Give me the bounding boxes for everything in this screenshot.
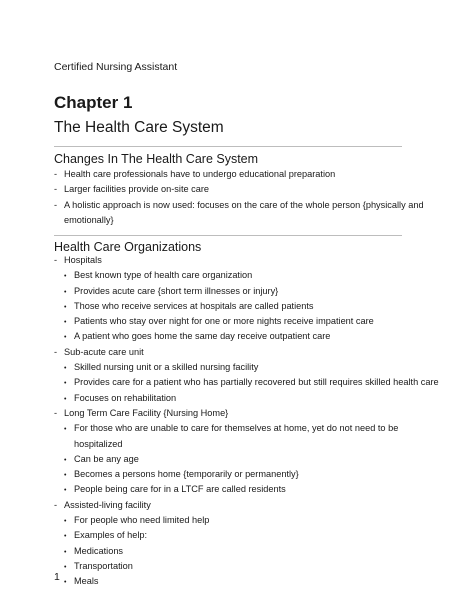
section-organizations-list [54,253,439,590]
bullet-marker: • [64,548,67,556]
bullet-marker: • [64,533,67,541]
sub-list-item [54,375,439,390]
dash-marker: - [54,169,58,179]
list-item [54,167,414,182]
list-item-text: Larger facilities provide on-site care [64,184,210,195]
chapter-number: Chapter 1 [54,93,133,112]
sub-list-item-text: Skilled nursing unit or a skilled nursing facility [74,362,259,373]
list-item-long-term-care [54,406,414,421]
dash-marker: - [54,407,58,418]
list-item-text: A holistic approach is now used: focuses on the care of the whole person {physically and [64,199,424,210]
sub-list-item [54,329,414,344]
dash-marker: - [54,499,58,510]
section-heading-changes: Changes In The Health Care System [54,152,259,166]
sub-list-item-text: Medications [74,545,124,556]
section-divider [54,146,402,147]
sub-list-item-text: Can be any age [74,453,139,464]
list-item-hospitals [54,253,414,268]
sub-list-item [54,314,414,329]
list-item-continuation: emotionally} [64,214,114,225]
sub-list-item-text: For people who need limited help [74,515,210,526]
sub-list-item [54,284,414,299]
bullet-marker: • [64,334,67,342]
sub-list-item-text: People being care for in a LTCF are called residents [74,484,286,495]
list-item [54,182,414,197]
bullet-marker: • [64,380,67,388]
sub-list-item [54,391,414,406]
section-changes-list [54,167,424,228]
sub-list-item-text: Examples of help: [74,530,148,541]
bullet-marker: • [64,579,67,587]
sub-list-item-text: For those who are unable to care for themselves at home, yet do not need to be [74,423,399,434]
bullet-marker: • [64,303,67,311]
dash-marker: - [54,346,58,357]
sub-list-item-text: Provides care for a patient who has partially recovered but still requires skilled health care [74,377,439,388]
sub-list-item-text: Those who receive services at hospitals are called patients [74,300,314,311]
list-item [54,198,424,213]
sub-list-item-text: Transportation [74,560,133,571]
sub-list-item-text: Patients who stay over night for one or more nights receive impatient care [74,316,374,327]
list-item-assisted-living [54,498,414,513]
list-item-text: Sub-acute care unit [64,346,144,357]
dash-marker: - [54,184,58,195]
sub-list-item [54,482,414,497]
bullet-marker: • [64,472,67,480]
bullet-marker: • [64,288,67,296]
bullet-marker: • [64,273,67,281]
section-heading-organizations: Health Care Organizations [54,240,202,254]
dash-marker: - [54,199,58,210]
sub-list-item [54,528,414,543]
bullet-marker: • [64,365,67,373]
sub-list-item-text: Provides acute care {short term illnesses or injury} [74,285,279,296]
sub-list-item [54,574,414,589]
sub-list-item [54,559,414,574]
sub-list-item [54,544,414,559]
page-number: 1 [54,571,60,583]
sub-list-item [54,299,414,314]
sub-list-item-text: A patient who goes home the same day receive outpatient care [74,331,331,342]
chapter-title: The Health Care System [54,119,224,136]
sub-list-item [54,513,414,528]
bullet-marker: • [64,395,67,403]
sub-list-item-continuation: hospitalized [74,438,123,449]
list-item-text: Hospitals [64,255,102,265]
sub-list-item [54,452,414,467]
bullet-marker: • [64,563,67,571]
course-title: Certified Nursing Assistant [54,61,178,73]
sub-list-item [54,467,414,482]
section-divider [54,235,402,236]
dash-marker: - [54,255,58,265]
sub-list-item-text: Focuses on rehabilitation [74,392,177,403]
sub-list-item-text: Best known type of health care organization [74,270,253,281]
list-item-text: Long Term Care Facility {Nursing Home} [64,407,229,418]
sub-list-item [54,268,414,283]
bullet-marker: • [64,518,67,526]
bullet-marker: • [64,456,67,464]
list-item-subacute [54,345,414,360]
sub-list-item-text: Becomes a persons home {temporarily or permanently} [74,469,299,480]
list-item-text: Assisted-living facility [64,499,151,510]
list-item-text: Health care professionals have to undergo educational preparation [64,169,336,179]
sub-list-item-text: Meals [74,576,99,587]
sub-list-item [54,421,414,436]
bullet-marker: • [64,319,67,327]
bullet-marker: • [64,426,67,434]
sub-list-item [54,360,414,375]
bullet-marker: • [64,487,67,495]
